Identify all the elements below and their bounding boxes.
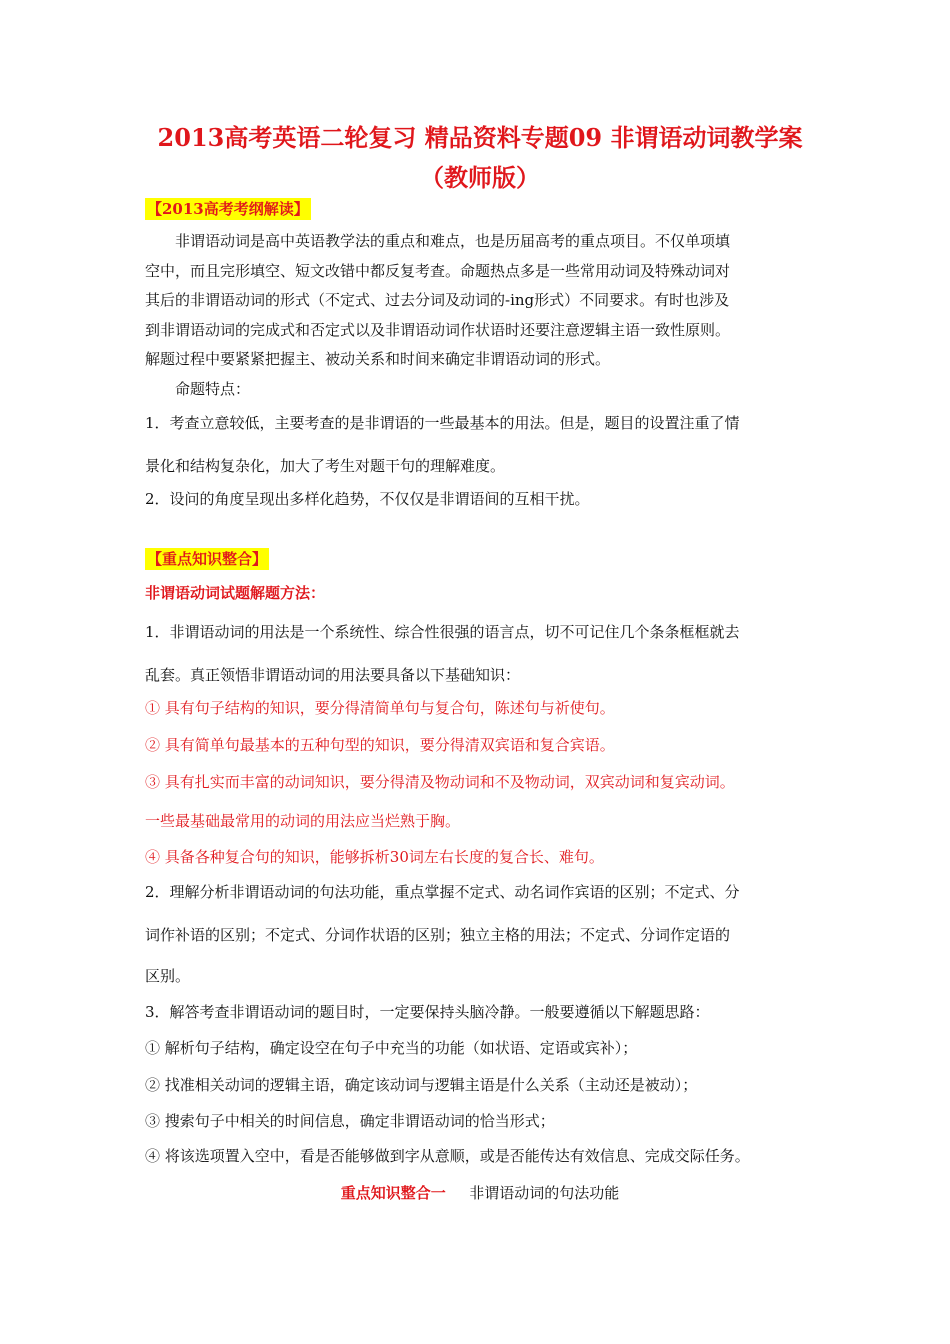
point-2-line-3: 区别。 bbox=[145, 967, 191, 985]
subsection-text: 非谓语动词的句法功能 bbox=[469, 1184, 620, 1202]
basic-knowledge-3-cont: 一些最基础最常用的动词的用法应当烂熟于胸。 bbox=[145, 812, 461, 830]
subsection-label: 重点知识整合一 bbox=[340, 1184, 446, 1202]
intro-line-2: 空中，而且完形填空、短文改错中都反复考查。命题热点多是一些常用动词及特殊动词对 bbox=[145, 262, 731, 280]
point-1-line-2: 乱套。真正领悟非谓语动词的用法要具备以下基础知识： bbox=[145, 666, 521, 684]
step-2: ② 找准相关动词的逻辑主语，确定该动词与逻辑主语是什么关系（主动还是被动）； bbox=[145, 1076, 698, 1094]
intro-line-1: 非谓语动词是高中英语教学法的重点和难点，也是历届高考的重点项目。不仅单项填 bbox=[175, 232, 731, 250]
feature-1-line-2: 景化和结构复杂化，加大了考生对题干句的理解难度。 bbox=[145, 457, 506, 475]
document-title: 2013高考英语二轮复习 精品资料专题09 非谓语动词教学案（教师版） bbox=[157, 123, 803, 192]
intro-line-4: 到非谓语动词的完成式和否定式以及非谓语动词作状语时还要注意逻辑主语一致性原则。 bbox=[145, 321, 731, 339]
subsection-heading bbox=[145, 1182, 815, 1204]
step-1: ① 解析句子结构，确定设空在句子中充当的功能（如状语、定语或宾补）； bbox=[145, 1039, 638, 1057]
point-3: 3．解答考查非谓语动词的题目时，一定要保持头脑冷静。一般要遵循以下解题思路： bbox=[145, 1003, 710, 1021]
intro-line-5: 解题过程中要紧紧把握主、被动关系和时间来确定非谓语动词的形式。 bbox=[145, 350, 611, 368]
section-label-key-knowledge: 【重点知识整合】 bbox=[147, 550, 268, 568]
basic-knowledge-3: ③ 具有扎实而丰富的动词知识，要分得清及物动词和不及物动词，双宾动词和复宾动词。 bbox=[145, 773, 735, 791]
basic-knowledge-2: ② 具有简单句最基本的五种句型的知识，要分得清双宾语和复合宾语。 bbox=[145, 736, 615, 754]
basic-knowledge-4: ④ 具备各种复合句的知识，能够拆析30词左右长度的复合长、难句。 bbox=[145, 848, 604, 866]
step-3: ③ 搜索句子中相关的时间信息，确定非谓语动词的恰当形式； bbox=[145, 1112, 555, 1130]
basic-knowledge-1: ① 具有句子结构的知识，要分得清简单句与复合句，陈述句与祈使句。 bbox=[145, 699, 615, 717]
features-title: 命题特点： bbox=[175, 380, 251, 398]
feature-2: 2．设问的角度呈现出多样化趋势，不仅仅是非谓语间的互相干扰。 bbox=[145, 490, 590, 508]
point-2-line-2: 词作补语的区别；不定式、分词作状语的区别；独立主格的用法；不定式、分词作定语的 bbox=[145, 926, 731, 944]
point-1-line-1: 1．非谓语动词的用法是一个系统性、综合性很强的语言点，切不可记住几个条条框框就去 bbox=[145, 623, 740, 641]
step-4: ④ 将该选项置入空中，看是否能够做到字从意顺，或是否能传达有效信息、完成交际任务。 bbox=[145, 1147, 750, 1165]
section-label-syllabus: 【2013高考考纲解读】 bbox=[147, 200, 309, 218]
intro-line-3: 其后的非谓语动词的形式（不定式、过去分词及动词的-ing形式）不同要求。有时也涉及 bbox=[145, 291, 730, 309]
feature-1-line-1: 1．考查立意较低，主要考查的是非谓语的一些最基本的用法。但是，题目的设置注重了情 bbox=[145, 414, 740, 432]
point-2-line-1: 2．理解分析非谓语动词的句法功能，重点掌握不定式、动名词作宾语的区别；不定式、分 bbox=[145, 883, 740, 901]
method-title: 非谓语动词试题解题方法： bbox=[145, 584, 326, 602]
